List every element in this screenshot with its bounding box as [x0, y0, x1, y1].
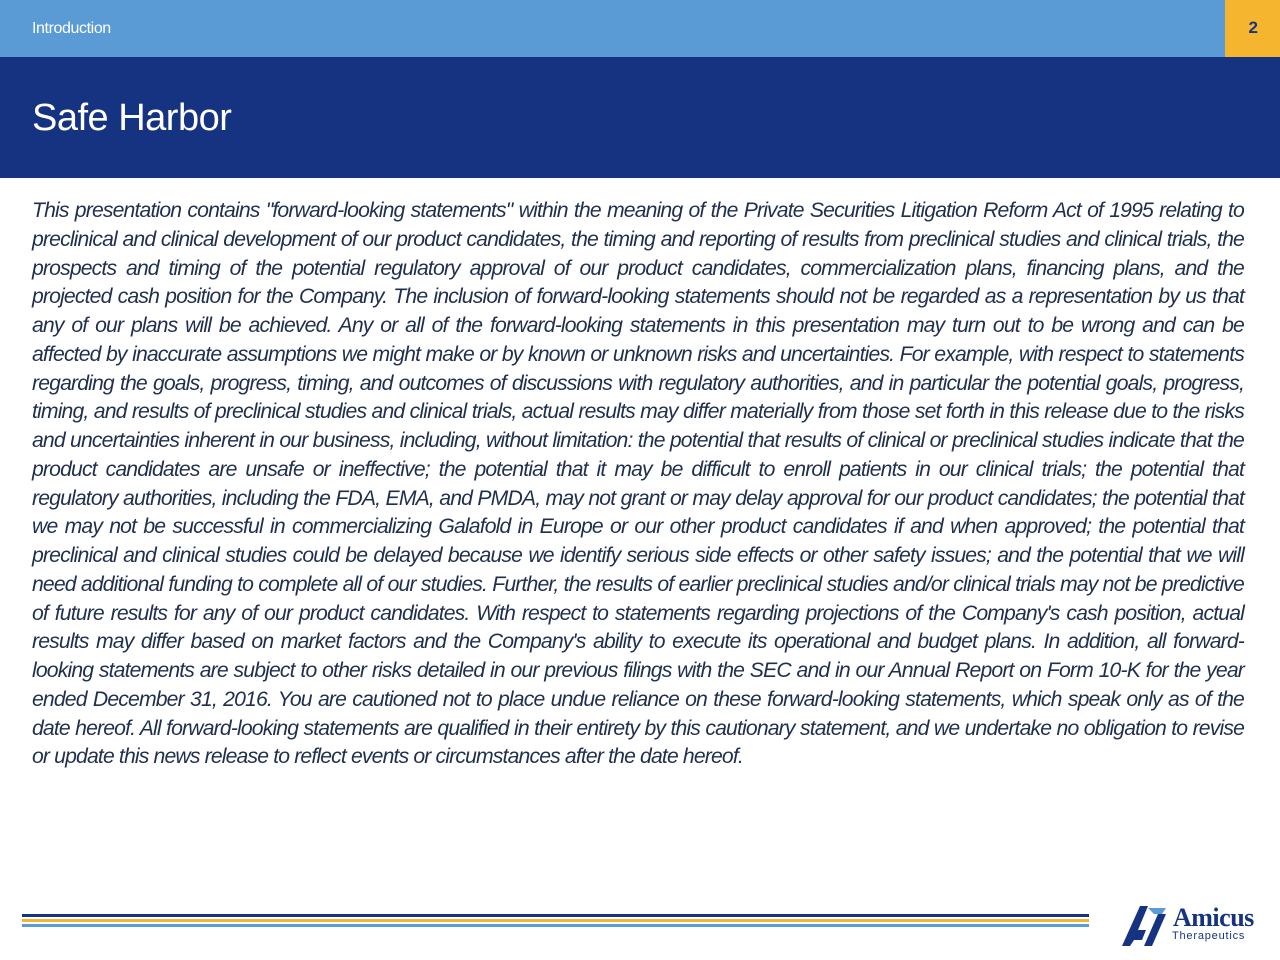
footer-divider [22, 914, 1089, 930]
page-number-box [1225, 0, 1280, 57]
section-label: Introduction [32, 20, 111, 37]
page-number: 2 [1248, 18, 1258, 37]
logo-wordmark: Amicus [1173, 903, 1254, 932]
title-band [0, 57, 1280, 178]
logo-subtitle: Therapeutics [1172, 930, 1246, 942]
page-title: Safe Harbor [32, 97, 232, 139]
top-bar [0, 0, 1280, 57]
safe-harbor-paragraph: This presentation contains "forward-looking statements" within the meaning of the Private Securities Litigation Reform Act of 1995 relating to preclinical and clinical development of our product candidates, the timing and reporting of results from preclinical studies and clinical trials, the prospects and timing of the potential regulatory approval of our product candidates, commercialization plans, financing plans, and the projected cash position for the Company. The inclusion of forward-looking statements should not be regarded as a representation by us that any of our plans will be achieved. Any or all of the forward-looking statements in this presentation may turn out to be wrong and can be affected by inaccurate assumptions we might make or by known or unknown risks and uncertainties. For example, with respect to statements regarding the goals, progress, timing, and outcomes of discussions with regulatory authorities, and in particular the potential goals, progress, timing, and results of preclinical studies and clinical trials, actual results may differ materially from those set forth in this release due to the risks and uncertainties inherent in our business, including, without limitation: the potential that results of clinical or preclinical studies indicate that the product candidates are unsafe or ineffective; the potential that it may be difficult to enroll patients in our clinical trials; the potential that regulatory authorities, including the FDA, EMA, and PMDA, may not grant or may delay approval for our product candidates; the potential that we may not be successful in commercializing Galafold in Europe or our other product candidates if and when approved; the potential that preclinical and clinical studies could be delayed because we identify serious side effects or other safety issues; and the potential that we will need additional funding to complete all of our studies. Further, the results of earlier preclinical studies and/or clinical trials may not be predictive of future results for any of our product candidates. With respect to statements regarding projections of the Company's cash position, actual results may differ based on market factors and the Company's ability to execute its operational and budget plans. In addition, all forward-looking statements are subject to other risks detailed in our previous filings with the SEC and in our Annual Report on Form 10-K for the year ended December 31, 2016. You are cautioned not to place undue reliance on these forward-looking statements, which speak only as of the date hereof. All forward-looking statements are qualified in their entirety by this cautionary statement, and we undertake no obligation to revise or update this news release to reflect events or circumstances after the date hereof. [32, 199, 1244, 769]
